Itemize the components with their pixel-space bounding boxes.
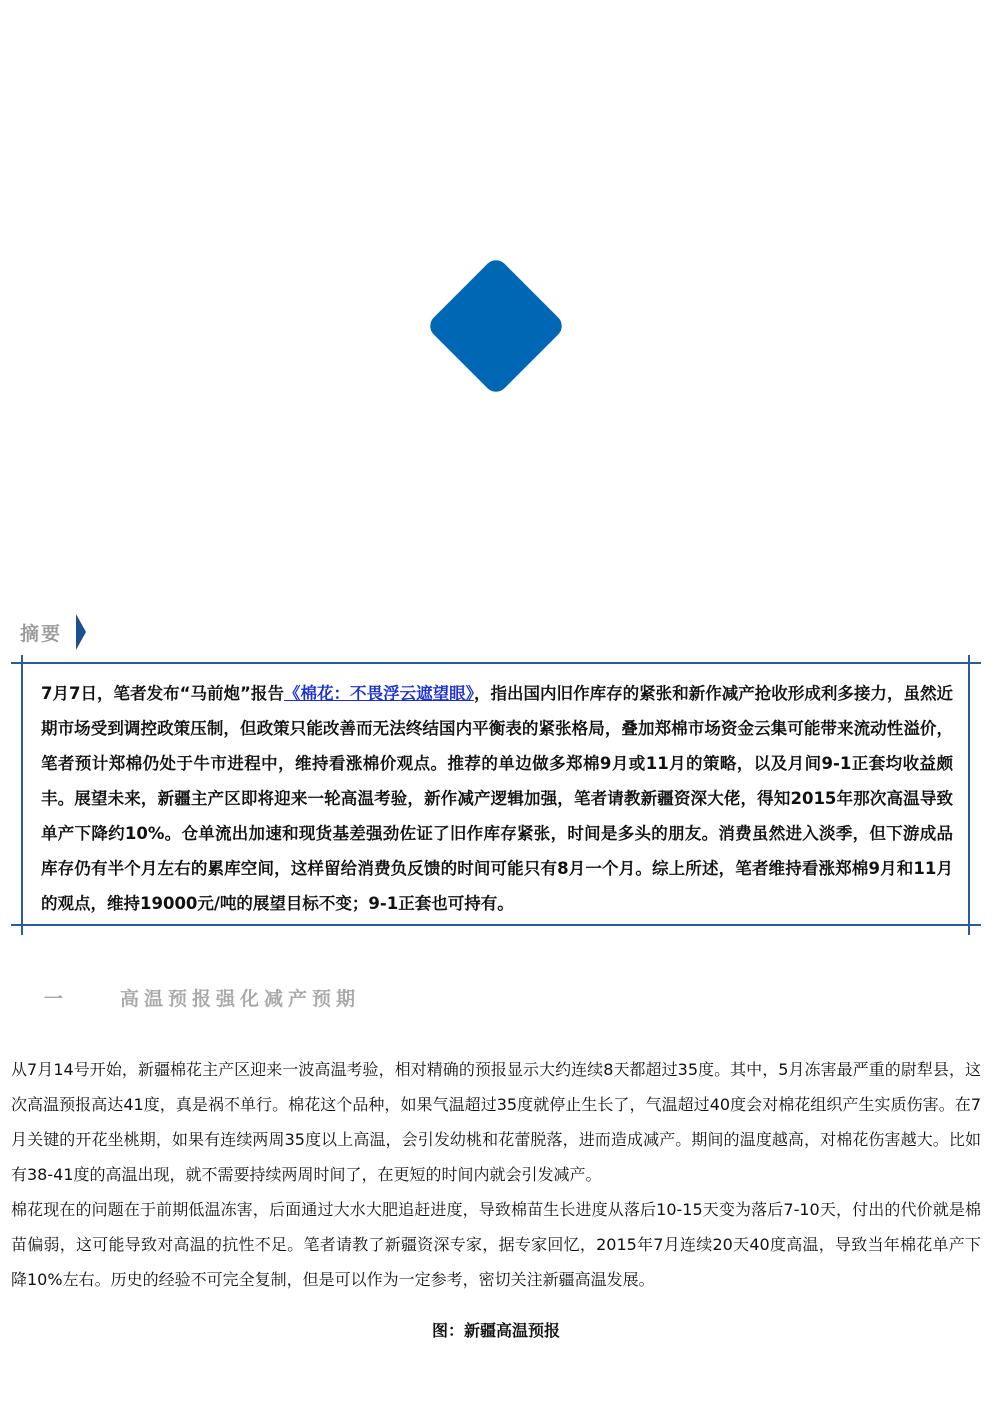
body-paragraph: 从7月14号开始，新疆棉花主产区迎来一波高温考验，相对精确的预报显示大约连续8天都超过35度。其中，5月冻害最严重的尉犁县，这次高温预报高达41度，真是祸不单行。棉花这个品种，如果气温超过35度就停止生长了，气温超过40度会对棉花组织产生实质伤害。在7月关键的开花坐桃期，如果有连续两周35度以上高温，会引发幼桃和花蕾脱落，进而造成减产。期间的温度越高，对棉花伤害越大。比如有38-41度的高温出现，就不需要持续两周时间了，在更短的时间内就会引发减产。 [11, 1060, 981, 1184]
summary-label: 摘要 [20, 622, 63, 645]
summary-heading [20, 614, 86, 650]
summary-box-left-border [21, 655, 23, 935]
figure-caption: 图：新疆高温预报 [431, 1321, 560, 1340]
summary-box-bottom-border [11, 924, 981, 926]
arrow-right-icon [76, 614, 86, 650]
summary-text-body: ，指出国内旧作库存的紧张和新作减产抢收形成利多接力，虽然近期市场受到调控政策压制，但政策只能改善而无法终结国内平衡表的紧张格局，叠加郑棉市场资金云集可能带来流动性溢价，笔者预计郑棉仍处于牛市进程中，维持看涨棉价观点。推荐的单边做多郑棉9月或11月的策略，以及月间9-1正套均收益颇丰。展望未来，新疆主产区即将迎来一轮高温考验，新作减产逻辑加强，笔者请教新疆资深大佬，得知2015年那次高温导致单产下降约10%。仓单流出加速和现货基差强劲佐证了旧作库存紧张，时间是多头的朋友。消费虽然进入淡季，但下游成品库存仍有半个月左右的累库空间，这样留给消费负反馈的时间可能只有8月一个月。综上所述，笔者维持看涨郑棉9月和11月的观点，维持19000元/吨的展望目标不变；9-1正套也可持有。 [41, 684, 953, 913]
summary-box-top-border [11, 662, 981, 664]
diamond-logo-icon [425, 255, 566, 396]
summary-box-right-border [968, 655, 970, 935]
body-paragraph: 棉花现在的问题在于前期低温冻害，后面通过大水大肥追赶进度，导致棉苗生长进度从落后10-15天变为落后7-10天，付出的代价就是棉苗偏弱，这可能导致对高温的抗性不足。笔者请教了新疆资深专家，据专家回忆，2015年7月连续20天40度高温，导致当年棉花单产下降10%左右。历史的经验不可完全复制，但是可以作为一定参考，密切关注新疆高温发展。 [11, 1200, 981, 1289]
report-link[interactable]: 《棉花：不畏浮云遮望眼》 [283, 684, 474, 703]
section-heading [44, 984, 360, 1011]
section-title: 高温预报强化减产预期 [120, 988, 361, 1010]
section-number: 一 [44, 988, 69, 1010]
summary-text-intro: 7月7日，笔者发布“马前炮”报告 [41, 684, 284, 703]
summary-text [41, 676, 953, 921]
